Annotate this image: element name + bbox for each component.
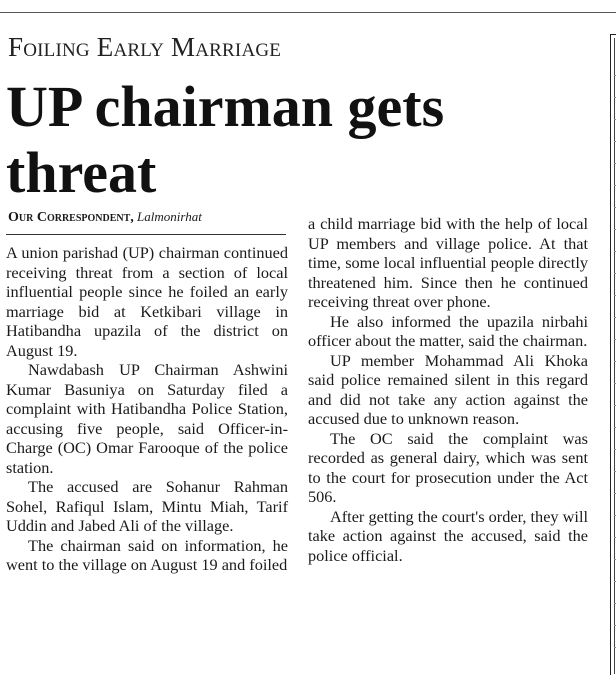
article-column-1: [6, 243, 288, 575]
byline-rule: [6, 234, 286, 235]
headline: UP chairman gets threat: [6, 74, 445, 205]
adjacent-article-border: [610, 34, 616, 675]
paragraph: Nawdabash UP Chairman Ashwini Kumar Basuniya on Saturday filed a complaint with Hatibandha Police Station, accusing five people, said Officer-in-Charge (OC) Omar Farooque of the police station.: [6, 360, 288, 477]
paragraph: He also informed the upazila nirbahi officer about the matter, said the chairman.: [308, 311, 588, 350]
top-rule: [0, 12, 616, 13]
article-column-2: [308, 214, 588, 565]
byline-place: Lalmonirhat: [137, 209, 202, 224]
byline: [8, 209, 202, 226]
paragraph: After getting the court's order, they will take action against the accused, said the police official.: [308, 506, 588, 565]
paragraph: The chairman said on information, he went to the village on August 19 and foiled: [6, 535, 288, 574]
paragraph: The OC said the complaint was recorded as general dairy, which was sent to the court for prosecution under the Act 506.: [308, 428, 588, 506]
byline-name: Our Correspondent,: [8, 210, 134, 225]
kicker: Foiling Early Marriage: [8, 32, 282, 62]
paragraph: a child marriage bid with the help of local UP members and village police. At that time, some local influential people directly threatened him. Since then he continued receiving threat over phone.: [308, 214, 588, 311]
paragraph: A union parishad (UP) chairman continued receiving threat from a section of local influential people since he foiled an early marriage bid at Ketkibari village in Hatibandha upazila of the district on August 19.: [6, 243, 288, 360]
paragraph: UP member Mohammad Ali Khoka said police remained silent in this regard and did not take any action against the accused due to unknown reason.: [308, 350, 588, 428]
paragraph: The accused are Sohanur Rahman Sohel, Rafiqul Islam, Mintu Miah, Tarif Uddin and Jabed Ali of the village.: [6, 477, 288, 535]
